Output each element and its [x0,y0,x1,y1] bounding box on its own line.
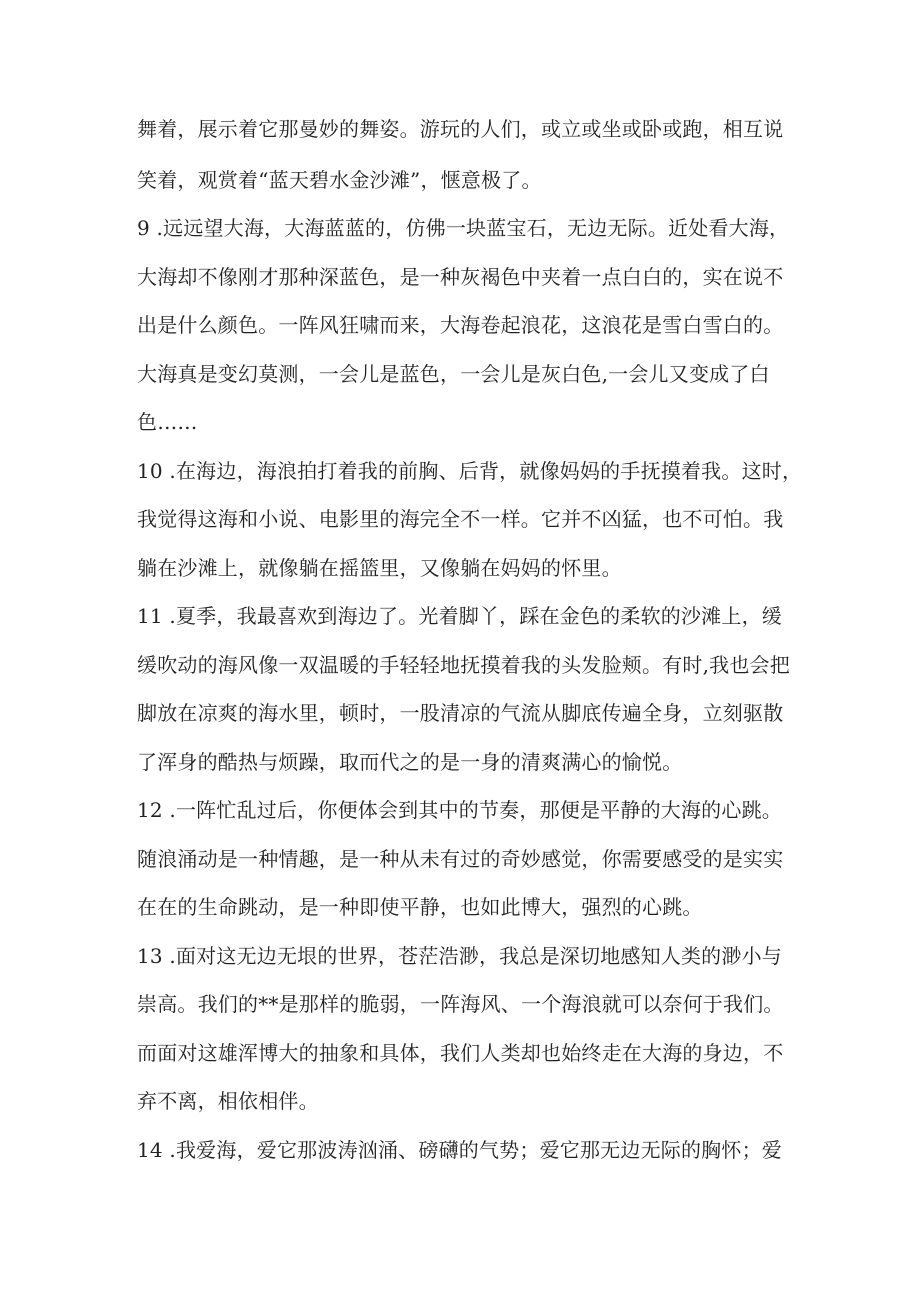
text-line: 大海却不像刚才那种深蓝色，是一种灰褐色中夹着一点白白的，实在说不 [137,265,784,289]
text-line: 出是什么颜色。一阵风狂啸而来，大海卷起浪花，这浪花是雪白雪白的。 [137,313,784,337]
text-line: 缓吹动的海风像一双温暖的手轻轻地抚摸着我的头发脸颊。有时,我也会把 [137,653,790,677]
text-line: 色…… [137,410,198,434]
text-line: 14 .我爱海，爱它那波涛汹涌、磅礴的气势；爱它那无边无际的胸怀；爱 [137,1138,782,1162]
text-line: 9 .远远望大海，大海蓝蓝的，仿佛一块蓝宝石，无边无际。近处看大海， [137,216,790,240]
text-line: 躺在沙滩上，就像躺在摇篮里，又像躺在妈妈的怀里。 [137,556,622,580]
text-line: 了浑身的酷热与烦躁，取而代之的是一身的清爽满心的愉悦。 [137,750,683,774]
text-line: 13 .面对这无边无垠的世界，苍茫浩渺，我总是深切地感知人类的渺小与 [137,944,782,968]
text-line: 11 .夏季，我最喜欢到海边了。光着脚丫，踩在金色的柔软的沙滩上，缓 [137,604,782,628]
text-line: 大海真是变幻莫测，一会儿是蓝色，一会儿是灰白色,一会儿又变成了白 [137,362,770,386]
text-line: 10 .在海边，海浪拍打着我的前胸、后背，就像妈妈的手抚摸着我。这时， [137,459,803,483]
text-line: 随浪涌动是一种情趣，是一种从未有过的奇妙感觉，你需要感受的是实实 [137,847,784,871]
text-line: 12 .一阵忙乱过后，你便体会到其中的节奏，那便是平静的大海的心跳。 [137,798,782,822]
text-line: 崇高。我们的**是那样的脆弱，一阵海风、一个海浪就可以奈何于我们。 [137,992,784,1016]
text-line: 在在的生命跳动，是一种即使平静，也如此博大，强烈的心跳。 [137,895,703,919]
text-line: 舞着，展示着它那曼妙的舞姿。游玩的人们，或立或坐或卧或跑，相互说 [137,117,784,141]
text-line: 脚放在凉爽的海水里，顿时，一股清凉的气流从脚底传遍全身，立刻驱散 [137,701,784,725]
text-line: 笑着，观赏着“蓝天碧水金沙滩”，惬意极了。 [137,168,542,192]
text-line: 我觉得这海和小说、电影里的海完全不一样。它并不凶猛，也不可怕。我 [137,507,784,531]
text-line: 弃不离，相依相伴。 [137,1089,319,1113]
text-line: 而面对这雄浑博大的抽象和具体，我们人类却也始终走在大海的身边，不 [137,1041,784,1065]
